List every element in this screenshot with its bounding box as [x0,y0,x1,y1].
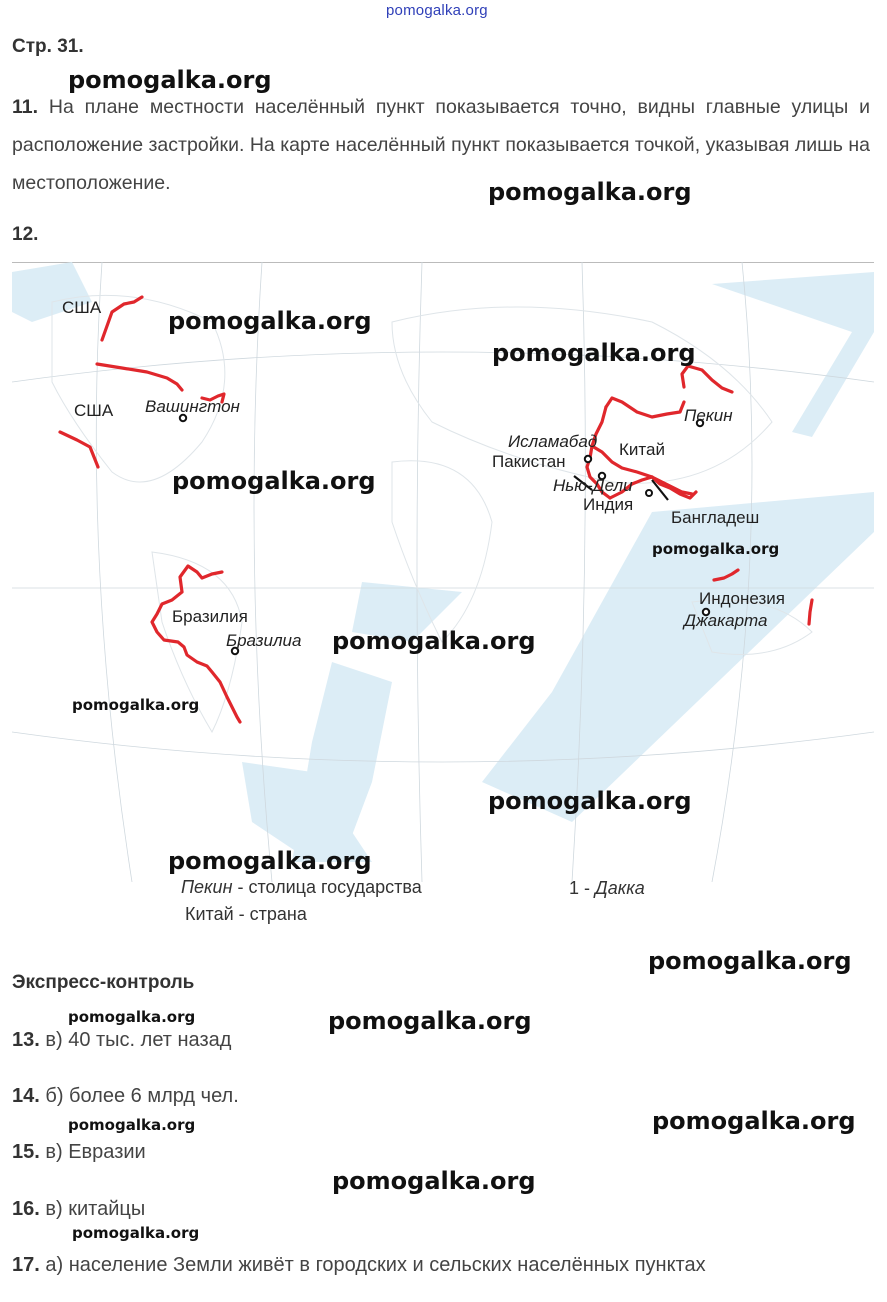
label-beijing: Пекин [684,406,733,425]
world-map-svg [12,262,874,882]
site-header-link[interactable]: pomogalka.org [386,2,488,19]
legend-one-prefix: 1 - [569,878,596,898]
answer-16 [12,1198,145,1221]
question-11-text: На плане местности населённый пункт показывается точно, видны главные улицы и расположение застройки. На карте населённый пункт показывается точкой, указывая лишь на местоположение. [12,96,870,194]
answer-16-number: 16. [12,1198,40,1220]
watermark: pomogalka.org [172,467,376,495]
question-11 [12,88,870,202]
watermark: pomogalka.org [68,1116,196,1134]
legend-one-city: Дакка [595,878,645,898]
watermark: pomogalka.org [72,1224,200,1242]
answer-17-number: 17. [12,1254,40,1276]
watermark: pomogalka.org [492,339,696,367]
label-bangladesh: Бангладеш [671,508,760,527]
watermark: pomogalka.org [328,1007,532,1035]
question-12-number: 12. [12,224,39,245]
answer-13-number: 13. [12,1029,40,1051]
answer-13 [12,1029,231,1052]
watermark: pomogalka.org [488,787,692,815]
watermark: pomogalka.org [72,696,200,714]
legend-capital-desc: - столица государства [232,877,422,897]
watermark: pomogalka.org [168,307,372,335]
watermark: pomogalka.org [332,627,536,655]
label-new-delhi: Нью-Дели [553,476,633,495]
label-pakistan: Пакистан [492,452,566,471]
label-jakarta: Джакарта [684,611,768,630]
legend-one [569,878,645,899]
watermark: pomogalka.org [68,66,272,94]
watermark: pomogalka.org [68,1008,196,1026]
label-indonesia: Индонезия [699,589,785,608]
answer-13-text: в) 40 тыс. лет назад [45,1029,232,1051]
question-11-number: 11. [12,96,39,118]
city-dot-islamabad [585,456,591,462]
answer-14 [12,1085,239,1108]
label-brasilia: Бразилиа [226,631,302,650]
city-dot-dhaka [646,490,652,496]
legend-capital [181,877,422,898]
label-brazil: Бразилия [172,607,248,626]
page-reference: Стр. 31. [12,36,84,57]
label-india: Индия [583,495,634,514]
watermark: pomogalka.org [488,178,692,206]
label-usa-2: США [74,401,114,420]
answer-15-number: 15. [12,1141,40,1163]
watermark: pomogalka.org [648,947,852,975]
watermark: pomogalka.org [652,540,780,558]
watermark: pomogalka.org [332,1167,536,1195]
answer-14-text: б) более 6 млрд чел. [45,1085,239,1107]
answer-15 [12,1141,146,1164]
watermark: pomogalka.org [652,1107,856,1135]
label-china: Китай [619,440,665,459]
world-map [12,262,874,882]
legend-country: Китай - страна [185,904,307,924]
label-islamabad: Исламабад [508,432,598,451]
legend-capital-word: Пекин [181,877,233,897]
watermark: pomogalka.org [168,847,372,875]
answer-15-text: в) Евразии [45,1141,146,1163]
express-control-title: Экспресс-контроль [12,972,195,993]
answer-17 [12,1254,706,1277]
answer-14-number: 14. [12,1085,40,1107]
label-washington: Вашингтон [145,397,240,416]
answer-16-text: в) китайцы [45,1198,146,1220]
label-usa-1: США [62,298,102,317]
answer-17-text: а) население Земли живёт в городских и сельских населённых пунктах [45,1254,706,1276]
